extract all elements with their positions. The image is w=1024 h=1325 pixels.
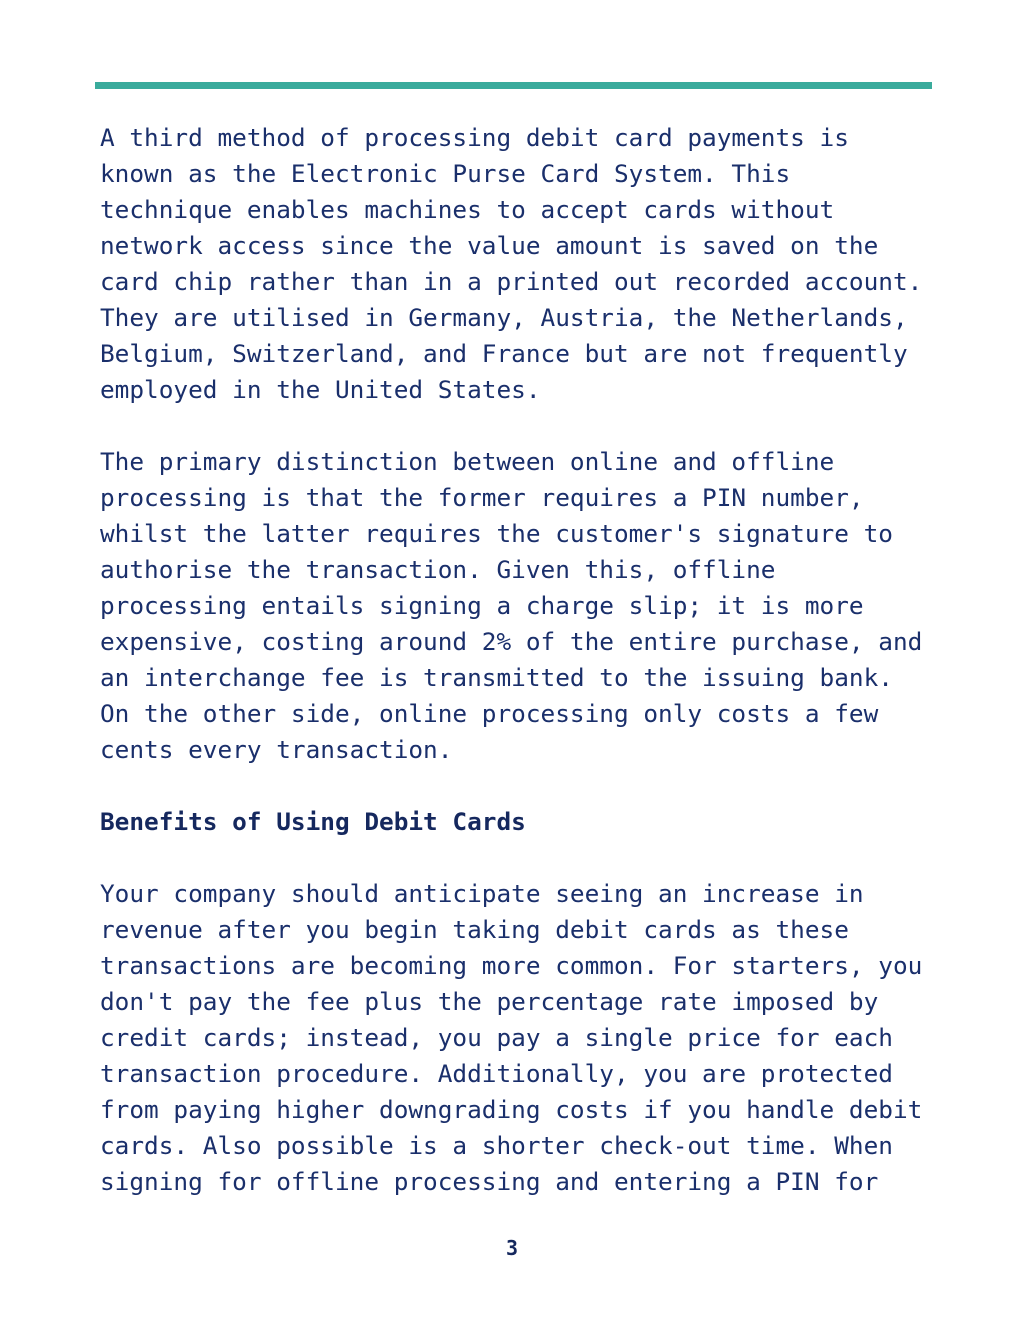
paragraph-benefits: Your company should anticipate seeing an increase in revenue after you begin taking debit cards as these transactions are becoming more common. For starters, you don't pay the fee plus the percentage rate imposed by credit cards; instead, you pay a single price for each transaction procedure. Additionally, you are protected from paying higher downgrading costs if you handle debit cards. Also possible is a shorter check-out time. When signing for offline processing and entering a PIN for xyxy=(100,879,923,1196)
section-heading: Benefits of Using Debit Cards xyxy=(100,807,526,836)
paragraph-online-offline: The primary distinction between online and offline processing is that the former requires a PIN number, whilst the latter requires the customer's signature to authorise the transaction. Given this, offline processing entails signing a charge slip; it is more expensive, costing around 2% of the entire purchase, and an interchange fee is transmitted to the issuing bank. On the other side, online processing only costs a few cents every transaction. xyxy=(100,447,923,764)
page-number: 3 xyxy=(505,1236,519,1260)
paragraph-electronic-purse: A third method of processing debit card payments is known as the Electronic Purse Card System. This technique enables machines to accept cards without network access since the value amount is saved on the card chip rather than in a printed out recorded account. They are utilised in Germany, Austria, the Netherlands, Belgium, Switzerland, and France but are not frequently employed in the United States. xyxy=(100,123,923,404)
top-divider-rule xyxy=(95,82,932,89)
document-body xyxy=(100,120,940,1236)
